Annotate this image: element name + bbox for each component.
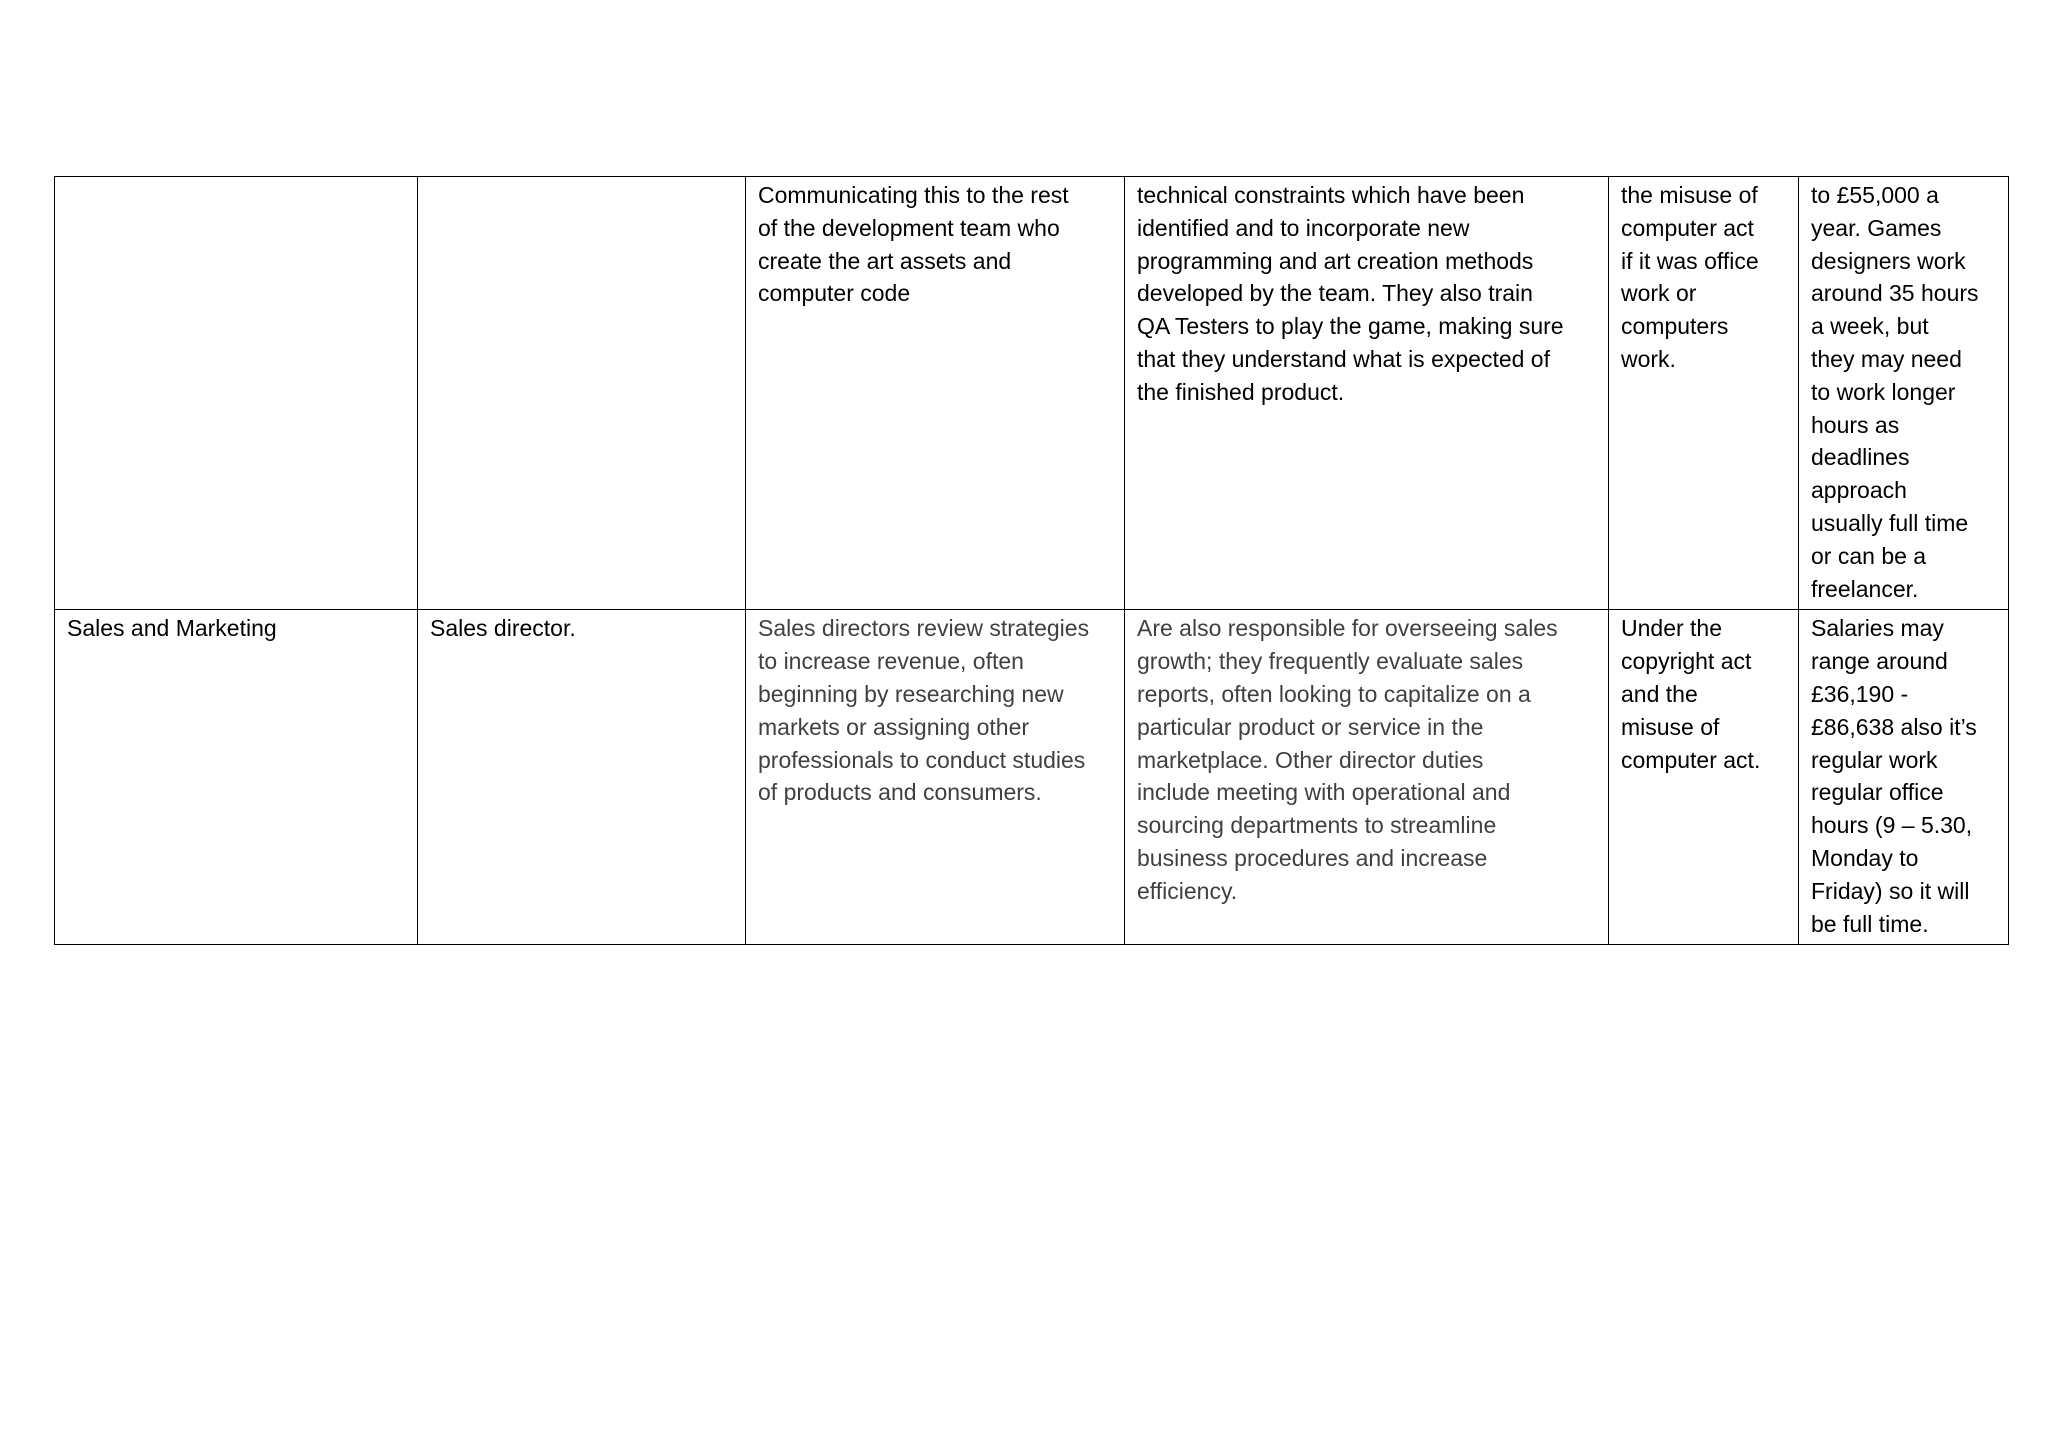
table-cell-salary-hours: Salaries may range around £36,190 - £86,638 also it’s regular work regular office hours (9 – 5.30, Monday to Friday) so it will be full time. xyxy=(1799,610,2009,945)
table-cell-legislation: the misuse of computer act if it was office work or computers work. xyxy=(1609,177,1799,610)
table-row xyxy=(55,177,2009,610)
table-cell-duties: technical constraints which have been identified and to incorporate new programming and art creation methods developed by the team. They also train QA Testers to play the game, making sure that they understand what is expected of the finished product. xyxy=(1125,177,1609,610)
table-row xyxy=(55,610,2009,945)
table-cell-area xyxy=(55,177,418,610)
table-cell-job-role xyxy=(418,177,746,610)
career-table xyxy=(54,176,2009,945)
table-cell-responsibilities: Communicating this to the rest of the development team who create the art assets and computer code xyxy=(746,177,1125,610)
table-cell-legislation: Under the copyright act and the misuse of computer act. xyxy=(1609,610,1799,945)
table-cell-job-role: Sales director. xyxy=(418,610,746,945)
table-cell-area: Sales and Marketing xyxy=(55,610,418,945)
table-cell-duties: Are also responsible for overseeing sales growth; they frequently evaluate sales reports, often looking to capitalize on a particular product or service in the marketplace. Other director duties include meeting with operational and sourcing departments to streamline business procedures and increase efficiency. xyxy=(1125,610,1609,945)
table-cell-responsibilities: Sales directors review strategies to increase revenue, often beginning by researching new markets or assigning other professionals to conduct studies of products and consumers. xyxy=(746,610,1125,945)
table-cell-salary-hours: to £55,000 a year. Games designers work around 35 hours a week, but they may need to work longer hours as deadlines approach usually full time or can be a freelancer. xyxy=(1799,177,2009,610)
